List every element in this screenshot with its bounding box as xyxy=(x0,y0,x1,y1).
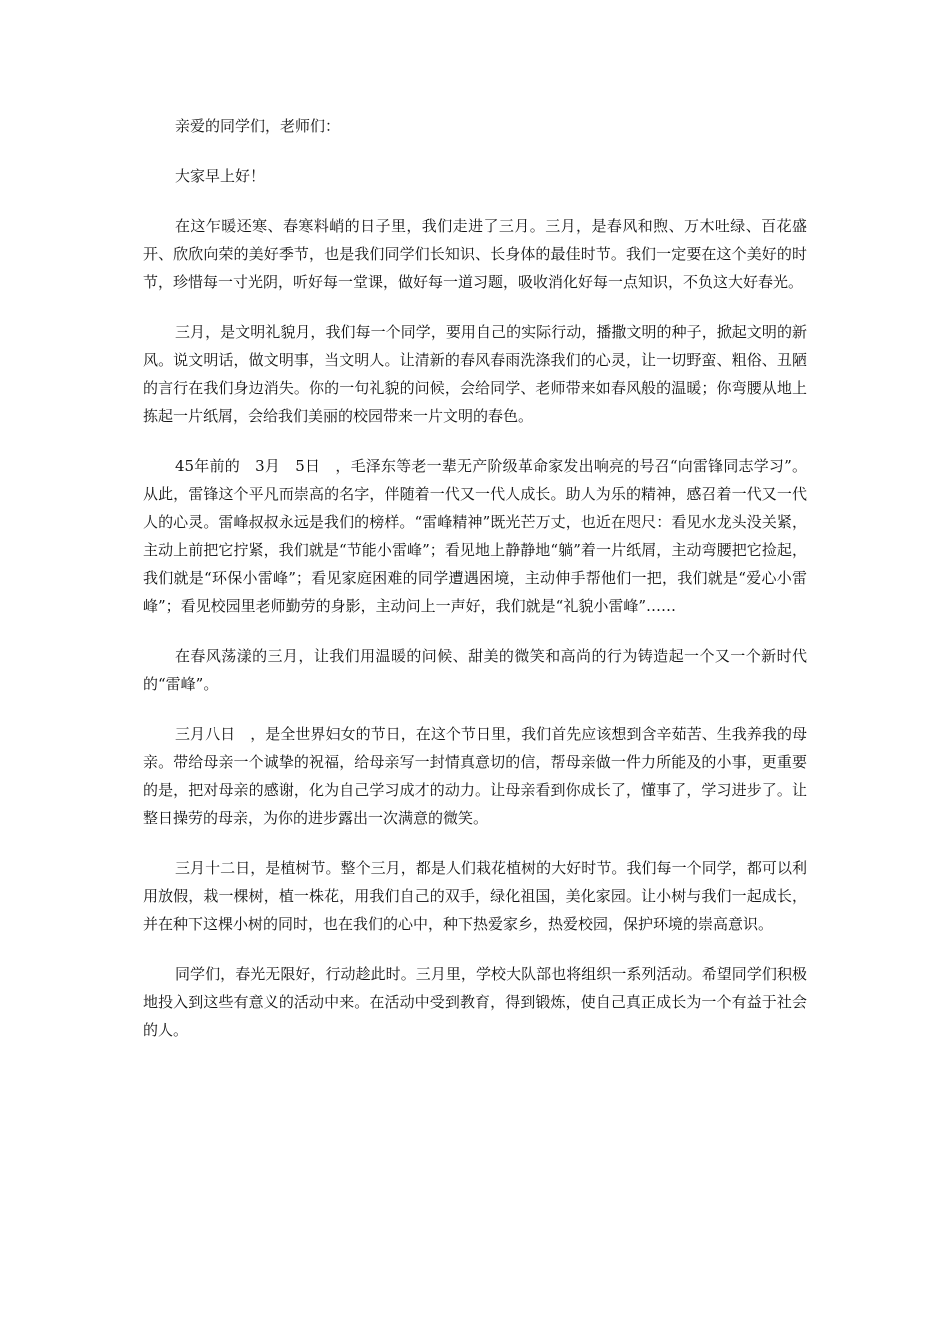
salutation: 亲爱的同学们，老师们： xyxy=(175,117,341,135)
paragraph-arbor-day: 三月十二日，是植树节。整个三月，都是人们栽花植树的大好时节。我们每一个同学，都可以利用放假，栽一棵树，植一株花，用我们自己的双手，绿化祖国，美化家园。让小树与我们一起成长，并在种下这棵小树的同时，也在我们的心中，种下热爱家乡，热爱校园，保护环境的崇高意识。 xyxy=(143,859,807,933)
document-body xyxy=(143,112,807,1066)
paragraph-civility-month: 三月，是文明礼貌月，我们每一个同学，要用自己的实际行动，播撒文明的种子，掀起文明的新风。说文明话，做文明事，当文明人。让清新的春风春雨洗涤我们的心灵，让一切野蛮、粗俗、丑陋的言行在我们身边消失。你的一句礼貌的问候，会给同学、老师带来如春风般的温暖；你弯腰从地上拣起一片纸屑，会给我们美丽的校园带来一片文明的春色。 xyxy=(143,323,807,425)
paragraph-closing: 同学们，春光无限好，行动趁此时。三月里，学校大队部也将组织一系列活动。希望同学们积极地投入到这些有意义的活动中来。在活动中受到教育，得到锻炼，使自己真正成长为一个有益于社会的人。 xyxy=(143,965,807,1039)
paragraph-new-era-lei-feng: 在春风荡漾的三月，让我们用温暖的问候、甜美的微笑和高尚的行为铸造起一个又一个新时代的“雷峰”。 xyxy=(143,647,807,693)
paragraph-womens-day: 三月八日 ，是全世界妇女的节日，在这个节日里，我们首先应该想到含辛茹苦、生我养我的母亲。带给母亲一个诚挚的祝福，给母亲写一封情真意切的信，帮母亲做一件力所能及的小事，更重要的是，把对母亲的感谢，化为自己学习成才的动力。让母亲看到你成长了，懂事了，学习进步了。让整日操劳的母亲，为你的进步露出一次满意的微笑。 xyxy=(143,725,807,827)
paragraph-march-spring: 在这乍暖还寒、春寒料峭的日子里，我们走进了三月。三月，是春风和煦、万木吐绿、百花盛开、欣欣向荣的美好季节，也是我们同学们长知识、长身体的最佳时节。我们一定要在这个美好的时节，珍惜每一寸光阴，听好每一堂课，做好每一道习题，吸收消化好每一点知识，不负这大好春光。 xyxy=(143,217,807,291)
greeting: 大家早上好！ xyxy=(175,167,266,185)
paragraph-lei-feng: 45年前的 3月 5日 ，毛泽东等老一辈无产阶级革命家发出响亮的号召“向雷锋同志学习”。从此，雷锋这个平凡而崇高的名字，伴随着一代又一代人成长。助人为乐的精神，感召着一代又一代人的心灵。雷峰叔叔永远是我们的榜样。“雷峰精神”既光芒万丈，也近在咫尺：看见水龙头没关紧，主动上前把它拧紧，我们就是“节能小雷峰”；看见地上静静地“躺”着一片纸屑，主动弯腰把它捡起，我们就是“环保小雷峰”；看见家庭困难的同学遭遇困境，主动伸手帮他们一把，我们就是“爱心小雷峰”；看见校园里老师勤劳的身影，主动问上一声好，我们就是“礼貌小雷峰”…… xyxy=(143,457,807,615)
